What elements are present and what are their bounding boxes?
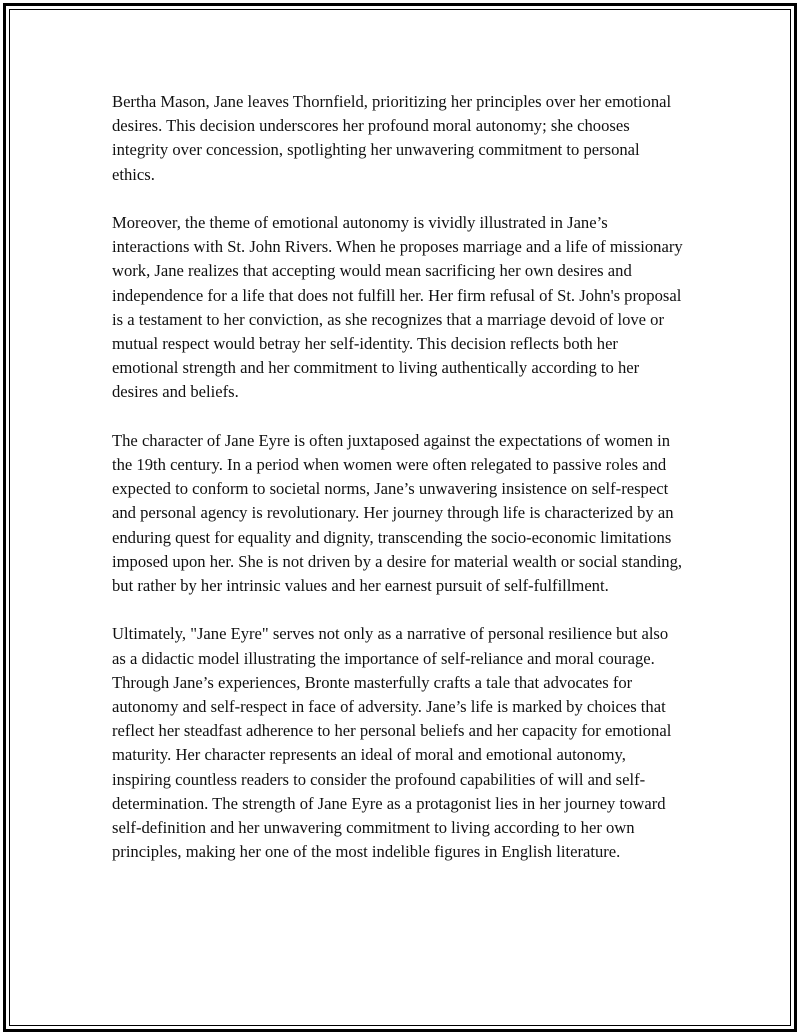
paragraph-3: The character of Jane Eyre is often juxtaposed against the expectations of women in the 19th century. In a period when women were often relegated to passive roles and expected to conform to societal norms, Jane’s unwavering insistence on self-respect and personal agency is revolutionary. Her journey through life is characterized by an enduring quest for equality and dignity, transcending the socio-economic limitations imposed upon her. She is not driven by a desire for material wealth or social standing, but rather by her intrinsic values and her earnest pursuit of self-fulfillment. bbox=[112, 430, 683, 596]
paragraph-4: Ultimately, "Jane Eyre" serves not only as a narrative of personal resilience but also as a didactic model illustrating the importance of self-reliance and moral courage. Through Jane’s experiences, Bronte masterfully crafts a tale that advocates for autonomy and self-respect in face of adversity. Jane’s life is marked by choices that reflect her steadfast adherence to her personal beliefs and her capacity for emotional maturity. Her character represents an ideal of moral and emotional autonomy, inspiring countless readers to consider the profound capabilities of will and self-determination. The strength of Jane Eyre as a protagonist lies in her journey toward self-definition and her unwavering commitment to living according to her own principles, making her one of the most indelible figures in English literature. bbox=[112, 624, 672, 862]
document-body bbox=[112, 90, 684, 889]
paragraph-2: Moreover, the theme of emotional autonomy is vividly illustrated in Jane’s interactions with St. John Rivers. When he proposes marriage and a life of missionary work, Jane realizes that accepting would mean sacrificing her own desires and independence for a life that does not fulfill her. Her firm refusal of St. John's proposal is a testament to her conviction, as she recognizes that a marriage devoid of love or mutual respect would betray her self-identity. This decision reflects both her emotional strength and her commitment to living authentically according to her desires and beliefs. bbox=[112, 213, 683, 402]
paragraph-1: Bertha Mason, Jane leaves Thornfield, prioritizing her principles over her emotional desires. This decision underscores her profound moral autonomy; she chooses integrity over concession, spotlighting her unwavering commitment to personal ethics. bbox=[112, 92, 672, 184]
